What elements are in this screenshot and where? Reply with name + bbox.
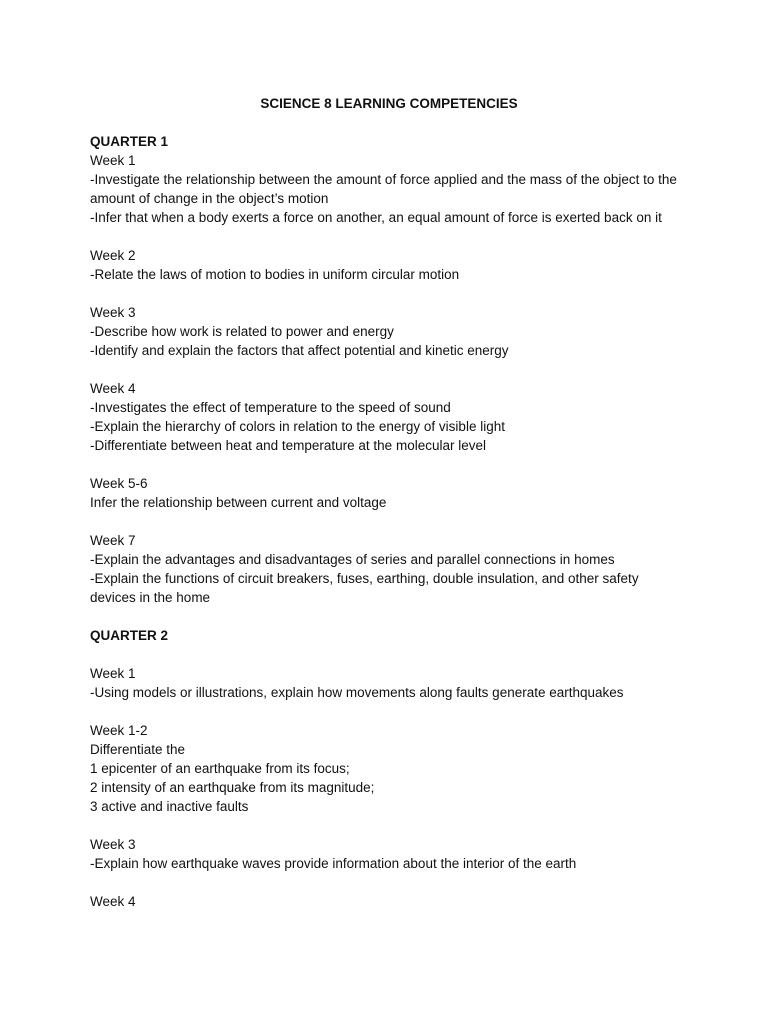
- competency-item: 1 epicenter of an earthquake from its focus;: [90, 761, 350, 776]
- competency-item: Differentiate the: [90, 742, 186, 757]
- week-label: Week 4: [90, 894, 136, 909]
- q2-week-1-2: [90, 721, 688, 816]
- q2-week-3: [90, 835, 688, 873]
- week-label: Week 1: [90, 666, 136, 681]
- week-label: Week 1-2: [90, 723, 148, 738]
- competency-item: -Identify and explain the factors that affect potential and kinetic energy: [90, 343, 509, 358]
- competency-item: -Investigate the relationship between the amount of force applied and the mass of the object to the amount of change in the object’s motion: [90, 172, 677, 206]
- document-title: SCIENCE 8 LEARNING COMPETENCIES: [260, 96, 518, 111]
- q1-week-4: [90, 379, 688, 455]
- quarter-2-heading: QUARTER 2: [90, 628, 169, 643]
- week-label: Week 7: [90, 533, 136, 548]
- q1-week-7: [90, 531, 688, 607]
- competency-item: -Relate the laws of motion to bodies in uniform circular motion: [90, 267, 460, 282]
- competency-item: 3 active and inactive faults: [90, 799, 249, 814]
- q2-week-1: [90, 664, 688, 702]
- quarter-1-heading: QUARTER 1: [90, 134, 169, 149]
- quarter-2: [90, 626, 688, 911]
- competency-item: -Explain the functions of circuit breakers, fuses, earthing, double insulation, and other safety devices in the home: [90, 571, 639, 605]
- q2-week-4: [90, 892, 688, 911]
- q1-week-5-6: [90, 474, 688, 512]
- competency-item: 2 intensity of an earthquake from its magnitude;: [90, 780, 375, 795]
- competency-item: -Differentiate between heat and temperature at the molecular level: [90, 438, 486, 453]
- week-label: Week 5-6: [90, 476, 148, 491]
- competency-item: -Investigates the effect of temperature to the speed of sound: [90, 400, 451, 415]
- week-label: Week 2: [90, 248, 136, 263]
- q1-week-2: [90, 246, 688, 284]
- q1-week-1: [90, 151, 688, 227]
- competency-item: -Describe how work is related to power and energy: [90, 324, 394, 339]
- competency-item: -Using models or illustrations, explain how movements along faults generate earthquakes: [90, 685, 624, 700]
- competency-item: -Explain the hierarchy of colors in relation to the energy of visible light: [90, 419, 505, 434]
- quarter-1: [90, 132, 688, 607]
- week-label: Week 3: [90, 837, 136, 852]
- competency-item: -Explain how earthquake waves provide information about the interior of the earth: [90, 856, 577, 871]
- competency-item: -Explain the advantages and disadvantages of series and parallel connections in homes: [90, 552, 615, 567]
- q1-week-3: [90, 303, 688, 360]
- week-label: Week 1: [90, 153, 136, 168]
- competency-item: -Infer that when a body exerts a force on another, an equal amount of force is exerted back on it: [90, 210, 662, 225]
- week-label: Week 4: [90, 381, 136, 396]
- competency-item: Infer the relationship between current and voltage: [90, 495, 387, 510]
- week-label: Week 3: [90, 305, 136, 320]
